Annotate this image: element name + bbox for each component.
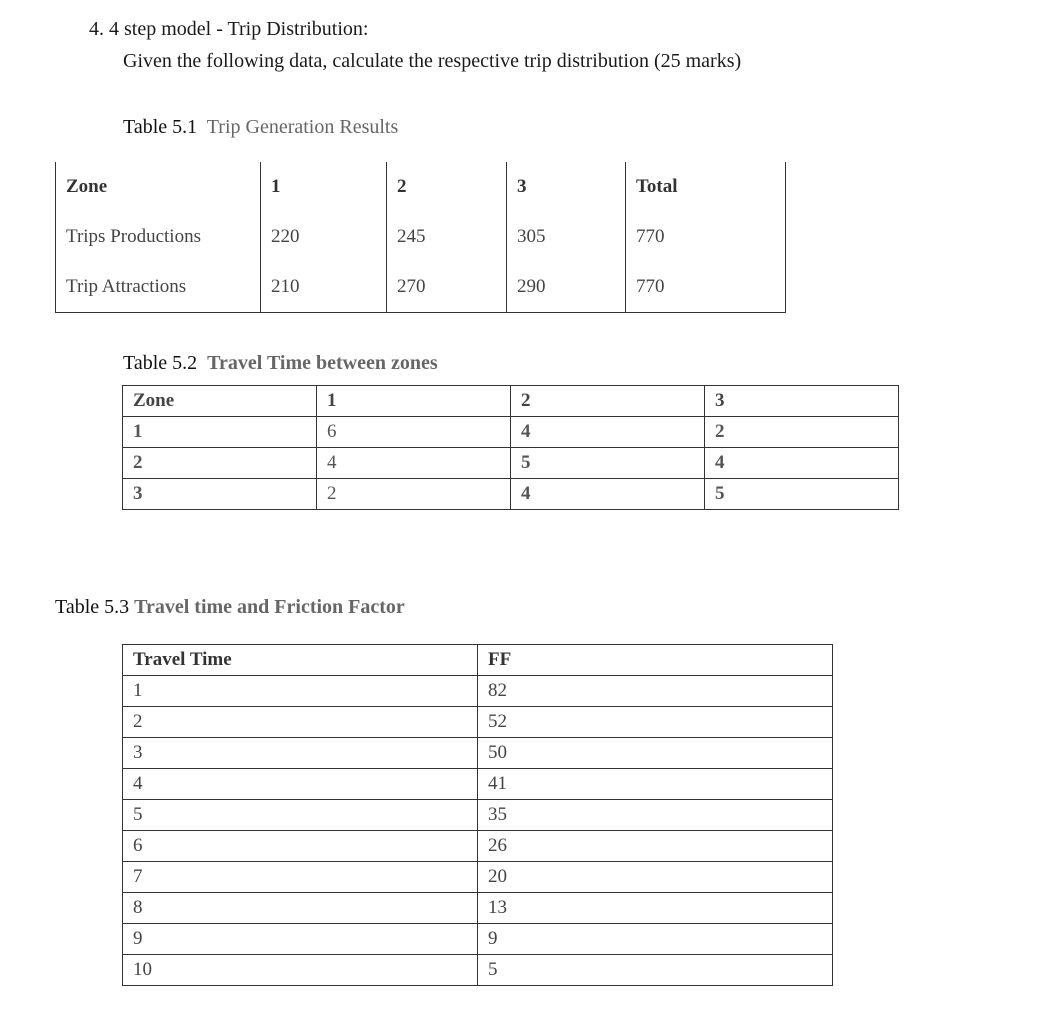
- friction-factor-table: [122, 644, 833, 986]
- question-heading: 4. 4 step model - Trip Distribution:: [89, 18, 369, 40]
- table-row: [123, 448, 899, 479]
- header-cell: FF: [478, 645, 833, 676]
- table-cell: 26: [478, 831, 833, 862]
- table2-label: Table 5.2: [123, 352, 198, 374]
- header-cell: 1: [317, 386, 511, 417]
- table-cell: 9: [478, 924, 833, 955]
- table-row: [123, 862, 833, 893]
- row-label: 3: [123, 479, 317, 510]
- table-cell: 4: [317, 448, 511, 479]
- table-cell: 5: [511, 448, 705, 479]
- table-cell: 210: [261, 262, 387, 313]
- row-label: 2: [123, 448, 317, 479]
- header-cell: 2: [511, 386, 705, 417]
- table-row: [123, 800, 833, 831]
- header-cell: 3: [507, 162, 626, 212]
- trip-generation-table: [55, 162, 786, 313]
- table-cell: 4: [705, 448, 899, 479]
- table-cell: 6: [123, 831, 478, 862]
- table-row: [123, 893, 833, 924]
- table-cell: 3: [123, 738, 478, 769]
- row-label: Trips Productions: [56, 212, 261, 262]
- table-cell: 4: [511, 479, 705, 510]
- table-cell: 13: [478, 893, 833, 924]
- table-cell: 2: [317, 479, 511, 510]
- table-row: [123, 417, 899, 448]
- table-cell: 4: [511, 417, 705, 448]
- table-row: [123, 831, 833, 862]
- header-cell: 1: [261, 162, 387, 212]
- header-cell: Zone: [123, 386, 317, 417]
- table-cell: 5: [123, 800, 478, 831]
- table-row: [123, 676, 833, 707]
- table-cell: 5: [705, 479, 899, 510]
- table-cell: 20: [478, 862, 833, 893]
- table-row: [123, 955, 833, 986]
- table-cell: 2: [705, 417, 899, 448]
- table-cell: 8: [123, 893, 478, 924]
- table-cell: 6: [317, 417, 511, 448]
- table-cell: 270: [387, 262, 507, 313]
- table-cell: 290: [507, 262, 626, 313]
- table-row: [123, 924, 833, 955]
- header-cell: 2: [387, 162, 507, 212]
- table-header-row: [123, 386, 899, 417]
- table2-title: Travel Time between zones: [207, 352, 438, 374]
- table-row: [56, 212, 786, 262]
- table-header-row: [123, 645, 833, 676]
- row-label: 1: [123, 417, 317, 448]
- table3-label: Table 5.3: [55, 596, 130, 618]
- table1-title: Trip Generation Results: [206, 116, 399, 138]
- table1-label: Table 5.1: [123, 116, 198, 138]
- table-row: [123, 479, 899, 510]
- travel-time-table: [122, 385, 899, 510]
- table-cell: 7: [123, 862, 478, 893]
- table-cell: 220: [261, 212, 387, 262]
- table-cell: 770: [626, 262, 786, 313]
- header-cell: Zone: [56, 162, 261, 212]
- table1-caption: [123, 116, 398, 139]
- table-cell: 245: [387, 212, 507, 262]
- header-cell: Travel Time: [123, 645, 478, 676]
- table-cell: 52: [478, 707, 833, 738]
- table-cell: 82: [478, 676, 833, 707]
- header-cell: Total: [626, 162, 786, 212]
- question-instructions: Given the following data, calculate the respective trip distribution (25 marks): [123, 50, 742, 72]
- table2-caption: [123, 352, 438, 375]
- table-row: [123, 738, 833, 769]
- table-header-row: [56, 162, 786, 212]
- table-cell: 41: [478, 769, 833, 800]
- table-row: [123, 769, 833, 800]
- table-cell: 305: [507, 212, 626, 262]
- table3-caption: [55, 596, 405, 619]
- table-cell: 35: [478, 800, 833, 831]
- row-label: Trip Attractions: [56, 262, 261, 313]
- table-cell: 1: [123, 676, 478, 707]
- table-cell: 50: [478, 738, 833, 769]
- table-row: [56, 262, 786, 313]
- table3-title: Travel time and Friction Factor: [134, 596, 405, 618]
- table-cell: 5: [478, 955, 833, 986]
- table-cell: 2: [123, 707, 478, 738]
- header-cell: 3: [705, 386, 899, 417]
- table-cell: 10: [123, 955, 478, 986]
- table-row: [123, 707, 833, 738]
- table-cell: 770: [626, 212, 786, 262]
- table-cell: 4: [123, 769, 478, 800]
- table-cell: 9: [123, 924, 478, 955]
